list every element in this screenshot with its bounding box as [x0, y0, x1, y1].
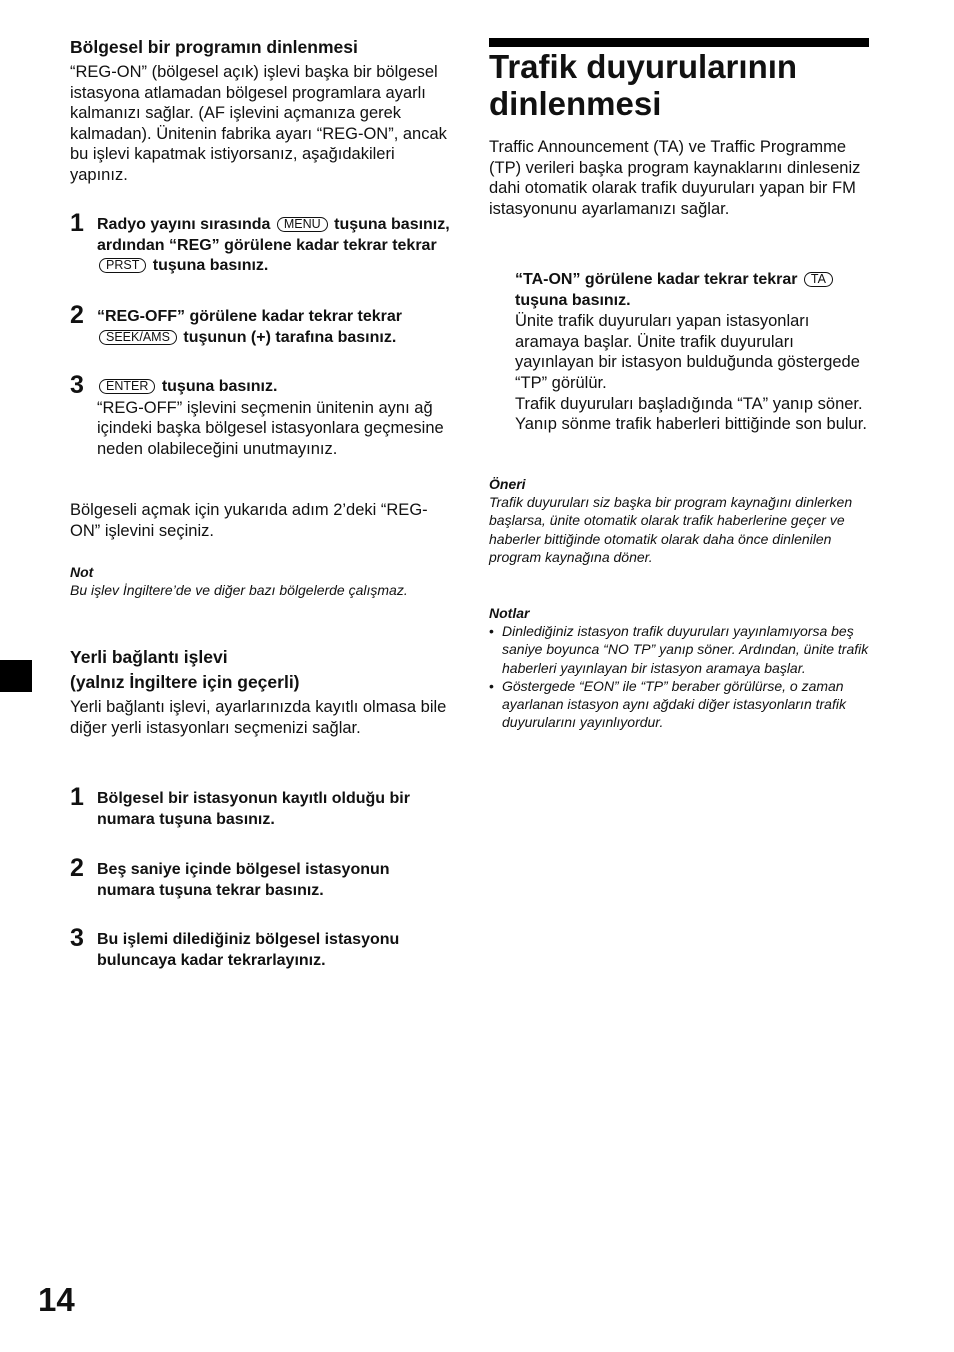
step-number: 1 — [70, 783, 84, 811]
step-text: Bu işlemi dilediğiniz bölgesel istasyonu buluncaya kadar tekrarlayınız. — [97, 931, 400, 969]
tip-text: Trafik duyuruları siz başka bir program kaynağını dinlerken başlarsa, ünite otomatik olarak trafik haberlerine geçer ve haberler bittiğinde otomatik olarak daha önce dinlenilen program kaynağına döner. — [489, 494, 853, 565]
step-number: 3 — [70, 924, 84, 952]
local-step-1 — [70, 783, 450, 830]
note-text: Bu işlev İngiltere’de ve diğer bazı bölgelerde çalışmaz. — [70, 582, 408, 598]
step-number: 3 — [70, 371, 84, 399]
note-item: • Göstergede “EON” ile “TP” beraber görülürse, o zaman ayarlanan istasyon aynı ağdaki diğer istasyonların trafik duyurularını yayınlıyordur. — [489, 677, 846, 731]
instruction-description-1: Ünite trafik duyuruları yapan istasyonları aramaya başlar. Ünite trafik duyuruları yayınlayan bir istasyon bulduğunda göstergede “TP” görülür. — [515, 312, 860, 392]
step-number: 2 — [70, 854, 84, 882]
step-text: tuşuna basınız, ardından “REG” görülene kadar tekrar tekrar — [97, 216, 450, 254]
seek-ams-key: SEEK/AMS — [99, 330, 177, 345]
section-tab-marker — [0, 660, 32, 692]
regional-on-text: Bölgeseli açmak için yukarıda adım 2’deki “REG-ON” işlevini seçiniz. — [70, 501, 428, 540]
note-item: • Dinlediğiniz istasyon trafik duyuruları yayınlamıyorsa beş saniye boyunca “NO TP” yanıp söner. Ardından, ünite trafik haberleri yayınlayan bir istasyon aramaya başlar. — [489, 623, 869, 676]
step-text: Radyo yayını sırasında — [97, 216, 271, 233]
local-link-heading-line1: Yerli bağlantı işlevi — [70, 647, 228, 667]
page-number: 14 — [38, 1281, 75, 1318]
enter-key: ENTER — [99, 379, 155, 394]
step-number: 2 — [70, 301, 84, 329]
local-step-2 — [70, 854, 450, 901]
traffic-instruction — [515, 270, 871, 435]
instruction-text: tuşuna basınız. — [515, 291, 631, 309]
prst-key: PRST — [99, 258, 146, 273]
page-title: Trafik duyurularının dinlenmesi — [489, 48, 798, 122]
ta-key: TA — [804, 272, 833, 287]
step-text: Bölgesel bir istasyonun kayıtlı olduğu bir numara tuşuna basınız. — [97, 790, 410, 828]
regional-heading: Bölgesel bir programın dinlenmesi — [70, 37, 358, 57]
note-item-text: Dinlediğiniz istasyon trafik duyuruları yayınlamıyorsa beş saniye boyunca “NO TP” yanıp söner. Ardından, ünite trafik haberleri yayınlayan bir istasyon aramaya başlar. — [502, 623, 869, 676]
step-number: 1 — [70, 209, 84, 237]
notes-list — [489, 622, 871, 732]
instruction-description-2: Trafik duyuruları başladığında “TA” yanıp söner. Yanıp sönme trafik haberleri bittiğinde son bulur. — [515, 394, 867, 434]
step-text: “REG-OFF” görülene kadar tekrar tekrar — [97, 308, 402, 325]
local-link-heading — [70, 645, 300, 695]
regional-intro: “REG-ON” (bölgesel açık) işlevi başka bir bölgesel istasyona atlamadan bölgesel programlara ayarlı kalmanızı sağlar. (AF işlevini açmanıza gerek kalmadan). Ünitenin fabrika ayarı “REG-ON”, ancak bu işlevi kapatmak istiyorsanız, aşağıdakileri yapınız. — [70, 63, 447, 184]
note-title: Not — [70, 564, 94, 580]
local-link-intro: Yerli bağlantı işlevi, ayarlarınızda kayıtlı olmasa bile diğer yerli istasyonları seçmenizi sağlar. — [70, 698, 447, 737]
note-item-text: Göstergede “EON” ile “TP” beraber görülürse, o zaman ayarlanan istasyon aynı ağdaki diğer istasyonların trafik duyurularını yayınlıyordur. — [502, 677, 846, 731]
step-text: tuşuna basınız. — [152, 257, 269, 275]
step-text: tuşuna basınız. — [161, 378, 278, 395]
regional-step-1 — [70, 209, 450, 277]
step-description: “REG-OFF” işlevini seçmenin ünitenin aynı ağ içindeki başka bölgesel istasyonlara geçmesine neden olabileceğini unutmayınız. — [97, 398, 444, 458]
notes-title: Notlar — [489, 605, 530, 621]
traffic-intro: Traffic Announcement (TA) ve Traffic Programme (TP) verileri başka program kaynaklarını dinleseniz dahi otomatik olarak trafik duyuruları yapan bir FM istasyonunu ayarlamanızı sağlar. — [489, 138, 861, 218]
local-step-3 — [70, 924, 450, 971]
tip-title: Öneri — [489, 476, 526, 492]
menu-key: MENU — [277, 217, 328, 232]
regional-step-3 — [70, 371, 450, 459]
title-rule — [489, 38, 869, 47]
local-link-heading-line2: (yalnız İngiltere için geçerli) — [70, 672, 300, 692]
step-text: Beş saniye içinde bölgesel istasyonun numara tuşuna tekrar basınız. — [97, 861, 390, 899]
regional-step-2 — [70, 301, 450, 348]
step-text: tuşunun (+) tarafına basınız. — [183, 328, 397, 346]
instruction-text: “TA-ON” görülene kadar tekrar tekrar — [515, 271, 798, 288]
